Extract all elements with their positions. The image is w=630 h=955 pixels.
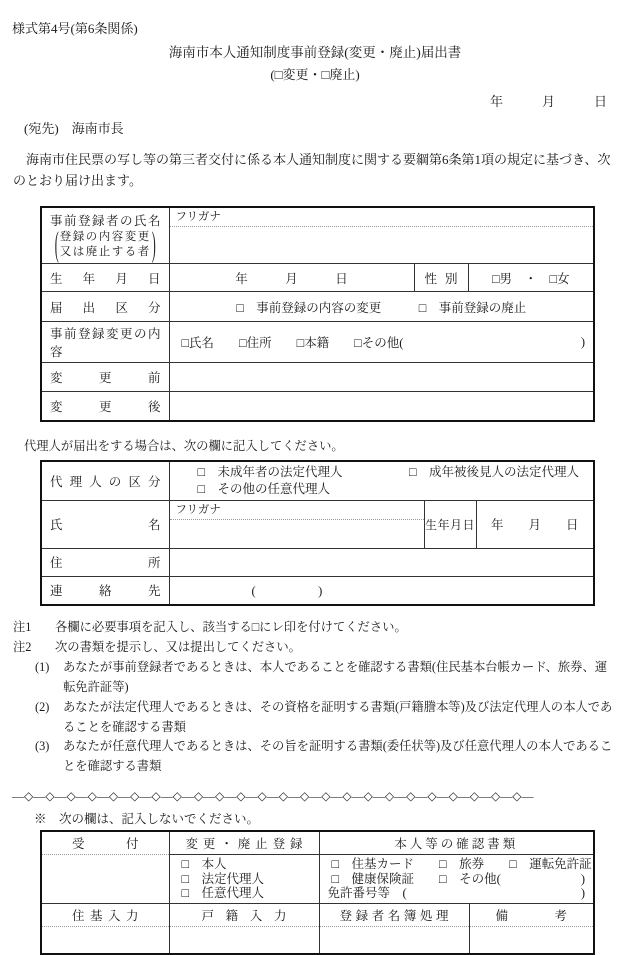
meibo-header: 登録者名簿処理 <box>319 903 469 926</box>
agent-birthdate-field: 年 月 日 <box>476 500 594 548</box>
agent-address-label: 住所 <box>41 548 169 576</box>
agent-contact-field: ( ) <box>169 576 594 605</box>
date-line: 年 月 日 <box>489 94 607 109</box>
reception-field <box>41 855 169 904</box>
registrant-name-label-cell <box>41 207 169 264</box>
sex-label: 性別 <box>414 264 468 292</box>
intro-paragraph: 海南市住民票の写し等の第三者交付に係る本人通知制度に関する要綱第6条第1項の規定に基づき、次のとおり届け出ます。 <box>13 152 611 188</box>
notes-section <box>13 618 616 777</box>
juki-input-header: 住基入力 <box>41 903 169 926</box>
before-change-label: 変更前 <box>41 363 169 392</box>
document-page <box>0 18 630 933</box>
note-2: 注2 次の書類を提示し、又は提出してください。 <box>13 639 301 654</box>
form-number: 様式第4号(第6条関係) <box>12 21 138 36</box>
registrant-name-label: 事前登録者の氏名 <box>50 214 161 229</box>
agent-furigana-label: フリガナ <box>170 501 424 520</box>
do-not-fill-note: ※ 次の欄は、記入しないでください。 <box>34 812 260 827</box>
office-use-table <box>40 830 595 955</box>
category-label: 届出区分 <box>41 292 169 322</box>
registrant-name-field <box>169 207 594 264</box>
registrant-table <box>40 206 595 422</box>
furigana-label: フリガナ <box>170 208 594 227</box>
biko-field <box>469 926 594 954</box>
juki-input-field <box>41 926 169 954</box>
birthdate-label: 生年月日 <box>41 264 169 292</box>
meibo-field <box>319 926 469 954</box>
page-title: 海南市本人通知制度事前登録(変更・廃止)届出書 <box>168 45 462 60</box>
note-2-item-2: (2) あなたが法定代理人であるときは、その資格を証明する書類(戸籍謄本等)及び法定代理人の本人であることを確認する書類 <box>35 699 613 734</box>
agent-type-options: □ 未成年者の法定代理人 □ 成年被後見人の法定代理人 □ その他の任意代理人 <box>169 461 594 501</box>
registration-header: 変更・廃止登録 <box>169 831 319 855</box>
bracket-close: ) <box>151 223 156 265</box>
addressee-line: (宛先) 海南市長 <box>24 121 124 136</box>
birthdate-field: 年 月 日 <box>169 264 414 292</box>
before-change-field <box>169 363 594 392</box>
registration-options: □ 本人 □ 法定代理人 □ 任意代理人 <box>169 855 319 904</box>
sex-options: □男 ・ □女 <box>468 264 594 292</box>
registrant-name-note: 登録の内容変更 又は廃止する者 <box>59 231 151 259</box>
agent-birthdate-label: 生年月日 <box>424 500 476 548</box>
agent-intro: 代理人が届出をする場合は、次の欄に記入してください。 <box>24 438 344 453</box>
koseki-input-field <box>169 926 319 954</box>
registrant-name-bracket <box>42 223 169 265</box>
agent-table <box>40 460 595 607</box>
change-content-label: 事前登録変更の内容 <box>41 322 169 363</box>
note-2-item-1: (1) あなたが事前登録者であるときは、本人であることを確認する書類(住民基本台帳カード、旅券、運転免許証等) <box>35 659 608 694</box>
after-change-field <box>169 392 594 421</box>
category-options: □ 事前登録の内容の変更 □ 事前登録の廃止 <box>169 292 594 322</box>
agent-type-label: 代理人の区分 <box>41 461 169 501</box>
bracket-open: ( <box>54 223 59 265</box>
reception-header: 受付 <box>41 831 169 855</box>
agent-name-field <box>169 500 424 548</box>
agent-contact-label: 連絡先 <box>41 576 169 605</box>
change-content-options: □氏名 □住所 □本籍 □その他( ) <box>169 322 594 363</box>
koseki-input-header: 戸籍入力 <box>169 903 319 926</box>
confirm-docs-header: 本人等の確認書類 <box>319 831 594 855</box>
agent-address-field <box>169 548 594 576</box>
page-subtitle: (□変更・□廃止) <box>270 67 360 82</box>
note-1: 注1 各欄に必要事項を記入し、該当する□にレ印を付けてください。 <box>13 620 407 634</box>
confirm-docs-options: □ 住基カード □ 旅券 □ 運転免許証 □ 健康保険証 □ その他( ) 免許番号等 ( ) <box>319 855 594 904</box>
biko-header: 備考 <box>469 903 594 926</box>
after-change-label: 変更後 <box>41 392 169 421</box>
agent-name-label: 氏名 <box>41 500 169 548</box>
diamond-separator: —◇—◇—◇—◇—◇—◇—◇—◇—◇—◇—◇—◇—◇—◇—◇—◇—◇—◇—◇—◇—◇—◇—◇—◇— <box>12 789 534 804</box>
note-2-item-3: (3) あなたが任意代理人であるときは、その旨を証明する書類(委任状等)及び任意代理人の本人であることを確認する書類 <box>35 739 613 774</box>
